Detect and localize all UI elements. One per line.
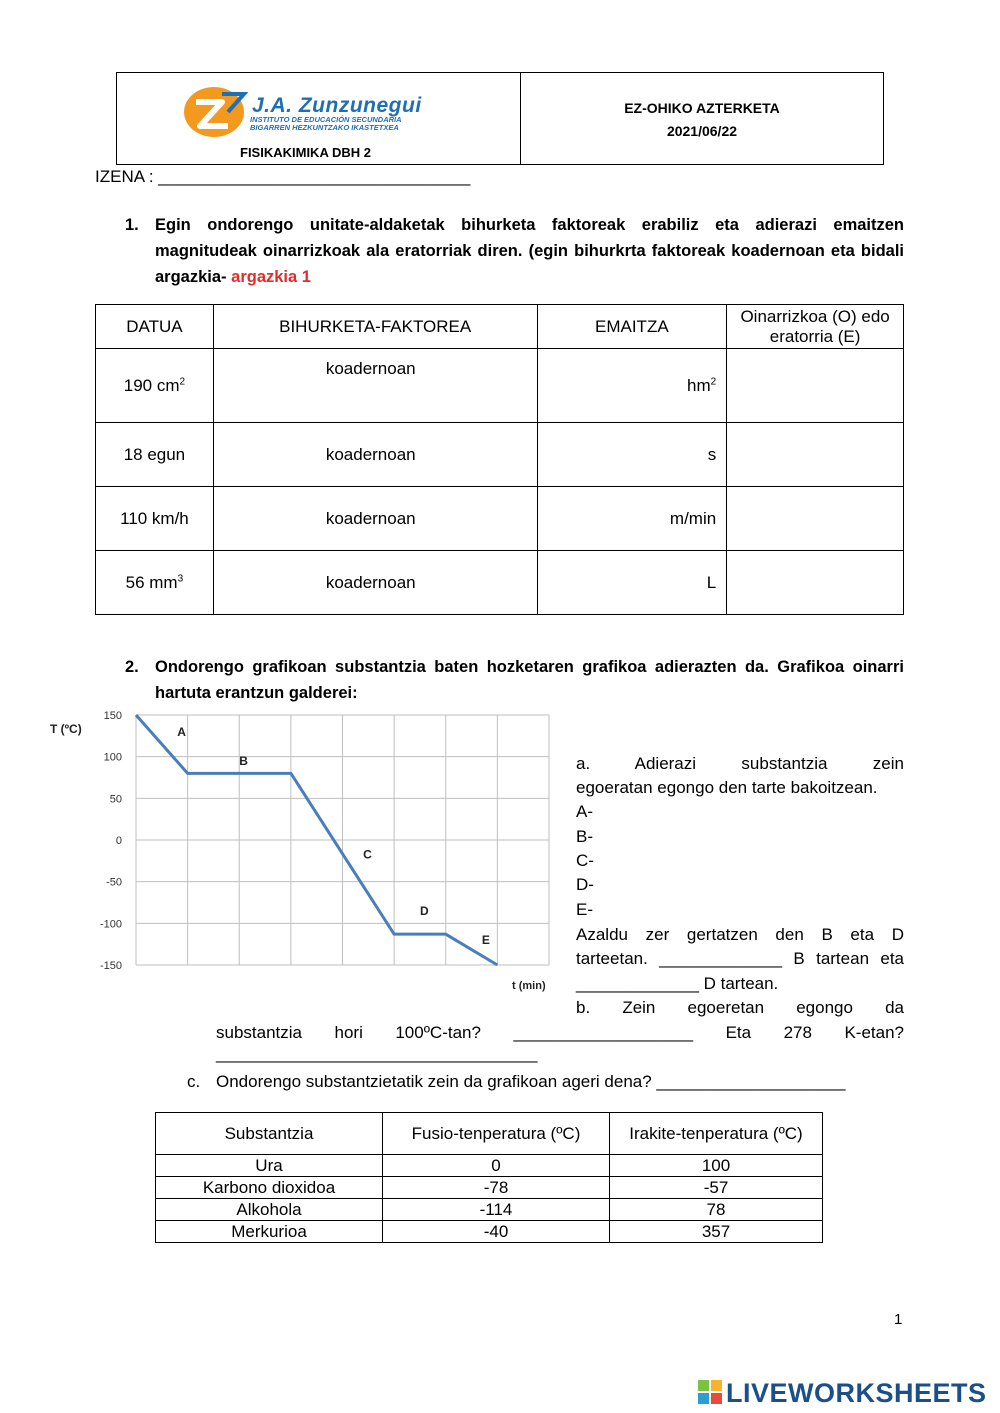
segment-label-e: E	[481, 933, 490, 948]
qa-line2: egoeratan egongo den tarte bakoitzean.	[576, 778, 878, 797]
result-cell[interactable]: s	[537, 423, 727, 487]
substance-name: Ura	[156, 1155, 383, 1177]
answer-b[interactable]: B-	[576, 827, 593, 846]
y-tick-label: -150	[99, 960, 122, 972]
answer-e[interactable]: E-	[576, 900, 593, 919]
q1-highlight: argazkia 1	[231, 268, 311, 286]
boiling-point: 357	[610, 1221, 823, 1243]
answer-c[interactable]: C-	[576, 851, 594, 870]
substance-name: Merkurioa	[156, 1221, 383, 1243]
table-row	[156, 1221, 823, 1243]
q1-number: 1.	[125, 216, 139, 234]
boiling-point: -57	[610, 1177, 823, 1199]
course-name: FISIKAKIMIKA DBH 2	[240, 145, 371, 160]
datua-cell: 110 km/h	[96, 487, 214, 551]
col-header-melting: Fusio-tenperatura (ºC)	[383, 1113, 610, 1155]
y-axis-label: T (ºC)	[50, 722, 82, 736]
datua-cell: 190 $cm^2$	[96, 349, 214, 423]
qb-line1: b. Zein egoeretan egongo da	[576, 998, 904, 1017]
boiling-point: 78	[610, 1199, 823, 1221]
substance-name: Alkohola	[156, 1199, 383, 1221]
col-header-result: EMAITZA	[537, 305, 727, 349]
melting-point: -114	[383, 1199, 610, 1221]
exam-date: 2021/06/22	[666, 123, 738, 139]
qb-line2[interactable]: substantzia hori 100ºC-tan? ___________________ Eta 278 K-etan?	[216, 1023, 904, 1042]
page-number: 1	[894, 1311, 903, 1328]
qa-line1: a. Adierazi substantzia zein	[576, 754, 904, 773]
y-tick-label: 0	[115, 835, 122, 847]
y-tick-label: 50	[109, 793, 122, 806]
type-cell[interactable]	[727, 551, 904, 615]
qc-text[interactable]: Ondorengo substantzietatik zein da grafikoan ageri dena? ____________________	[216, 1072, 846, 1091]
qc-label: c.	[187, 1072, 201, 1091]
y-tick-label: -100	[99, 918, 122, 931]
answer-d[interactable]: D-	[576, 875, 594, 894]
boiling-point: 100	[610, 1155, 823, 1177]
segment-label-a: A	[177, 724, 186, 739]
substances-table	[155, 1112, 823, 1243]
q2-number: 2.	[125, 658, 139, 676]
type-cell[interactable]	[727, 423, 904, 487]
table-row	[156, 1155, 823, 1177]
result-cell[interactable]: $hm^2$	[537, 349, 727, 423]
segment-label-c: C	[363, 847, 372, 862]
segment-label-b: B	[239, 754, 248, 768]
table-row	[96, 349, 904, 423]
school-name: J.A. Zunzunegui	[252, 94, 422, 117]
y-tick-label: -50	[106, 876, 122, 889]
name-field[interactable]: IZENA : _________________________________	[95, 167, 471, 186]
melting-point: 0	[383, 1155, 610, 1177]
table-row	[156, 1177, 823, 1199]
y-tick-label: 150	[103, 710, 122, 722]
cooling-chart	[40, 705, 560, 1000]
chart-grid	[136, 715, 549, 965]
segment-labels	[177, 725, 490, 947]
factor-cell[interactable]: koadernoan	[213, 349, 537, 423]
y-tick-label: 100	[103, 751, 122, 764]
answer-a[interactable]: A-	[576, 802, 593, 821]
exam-title: EZ-OHIKO AZTERKETA	[624, 100, 780, 116]
datua-cell: 18 egun	[96, 423, 214, 487]
q1-text: Egin ondorengo unitate-aldaketak bihurketa faktoreak erabiliz eta adierazi emaitzen magnitudeak oinarrizkoak ala eratorriak diren. (egin bihurkrta faktoreak koadernoan eta bidali argazkia- argazkia 1	[155, 216, 904, 286]
school-subtitle: INSTITUTO DE EDUCACIÓN SECUNDARIA BIGARREN HEZKUNTZAKO IKASTETXEA	[250, 115, 402, 132]
brand-name[interactable]: LIVEWORKSHEETS	[726, 1378, 987, 1408]
exam-info	[520, 97, 884, 143]
col-header-type: Oinarrizkoa (O) edo eratorria (E)	[727, 305, 904, 349]
x-axis-label: t (min)	[512, 980, 546, 992]
substance-name: Karbono dioxidoa	[156, 1177, 383, 1199]
result-cell[interactable]: L	[537, 551, 727, 615]
explain-line3[interactable]: _____________ D tartean.	[576, 974, 779, 993]
factor-cell[interactable]: koadernoan	[213, 487, 537, 551]
col-header-factor: BIHURKETA-FAKTOREA	[213, 305, 537, 349]
y-axis-ticks	[100, 710, 122, 972]
factor-cell[interactable]: koadernoan	[213, 551, 537, 615]
col-header-boiling: Irakite-tenperatura (ºC)	[610, 1113, 823, 1155]
table-row	[96, 551, 904, 615]
table-row	[96, 423, 904, 487]
table-row	[156, 1199, 823, 1221]
factor-cell[interactable]: koadernoan	[213, 423, 537, 487]
conversion-table	[95, 304, 904, 615]
type-cell[interactable]	[727, 487, 904, 551]
col-header-datua: DATUA	[96, 305, 214, 349]
liveworksheets-logo-icon	[698, 1380, 722, 1404]
result-cell[interactable]: m/min	[537, 487, 727, 551]
qb-line3[interactable]: __________________________________	[216, 1044, 538, 1063]
q2-text: Ondorengo grafikoan substantzia baten hozketaren grafikoa adierazten da. Grafikoa oinarri hartuta erantzun galderei:	[155, 658, 904, 702]
explain-line1: Azaldu zer gertatzen den B eta D	[576, 925, 904, 944]
col-header-substance: Substantzia	[156, 1113, 383, 1155]
melting-point: -78	[383, 1177, 610, 1199]
melting-point: -40	[383, 1221, 610, 1243]
type-cell[interactable]	[727, 349, 904, 423]
school-logo-icon	[182, 84, 250, 140]
table-row	[96, 487, 904, 551]
segment-label-d: D	[419, 904, 429, 918]
explain-line2[interactable]: tarteetan. _____________ B tartean eta	[576, 949, 904, 968]
datua-cell: 56 $mm^3$	[96, 551, 214, 615]
